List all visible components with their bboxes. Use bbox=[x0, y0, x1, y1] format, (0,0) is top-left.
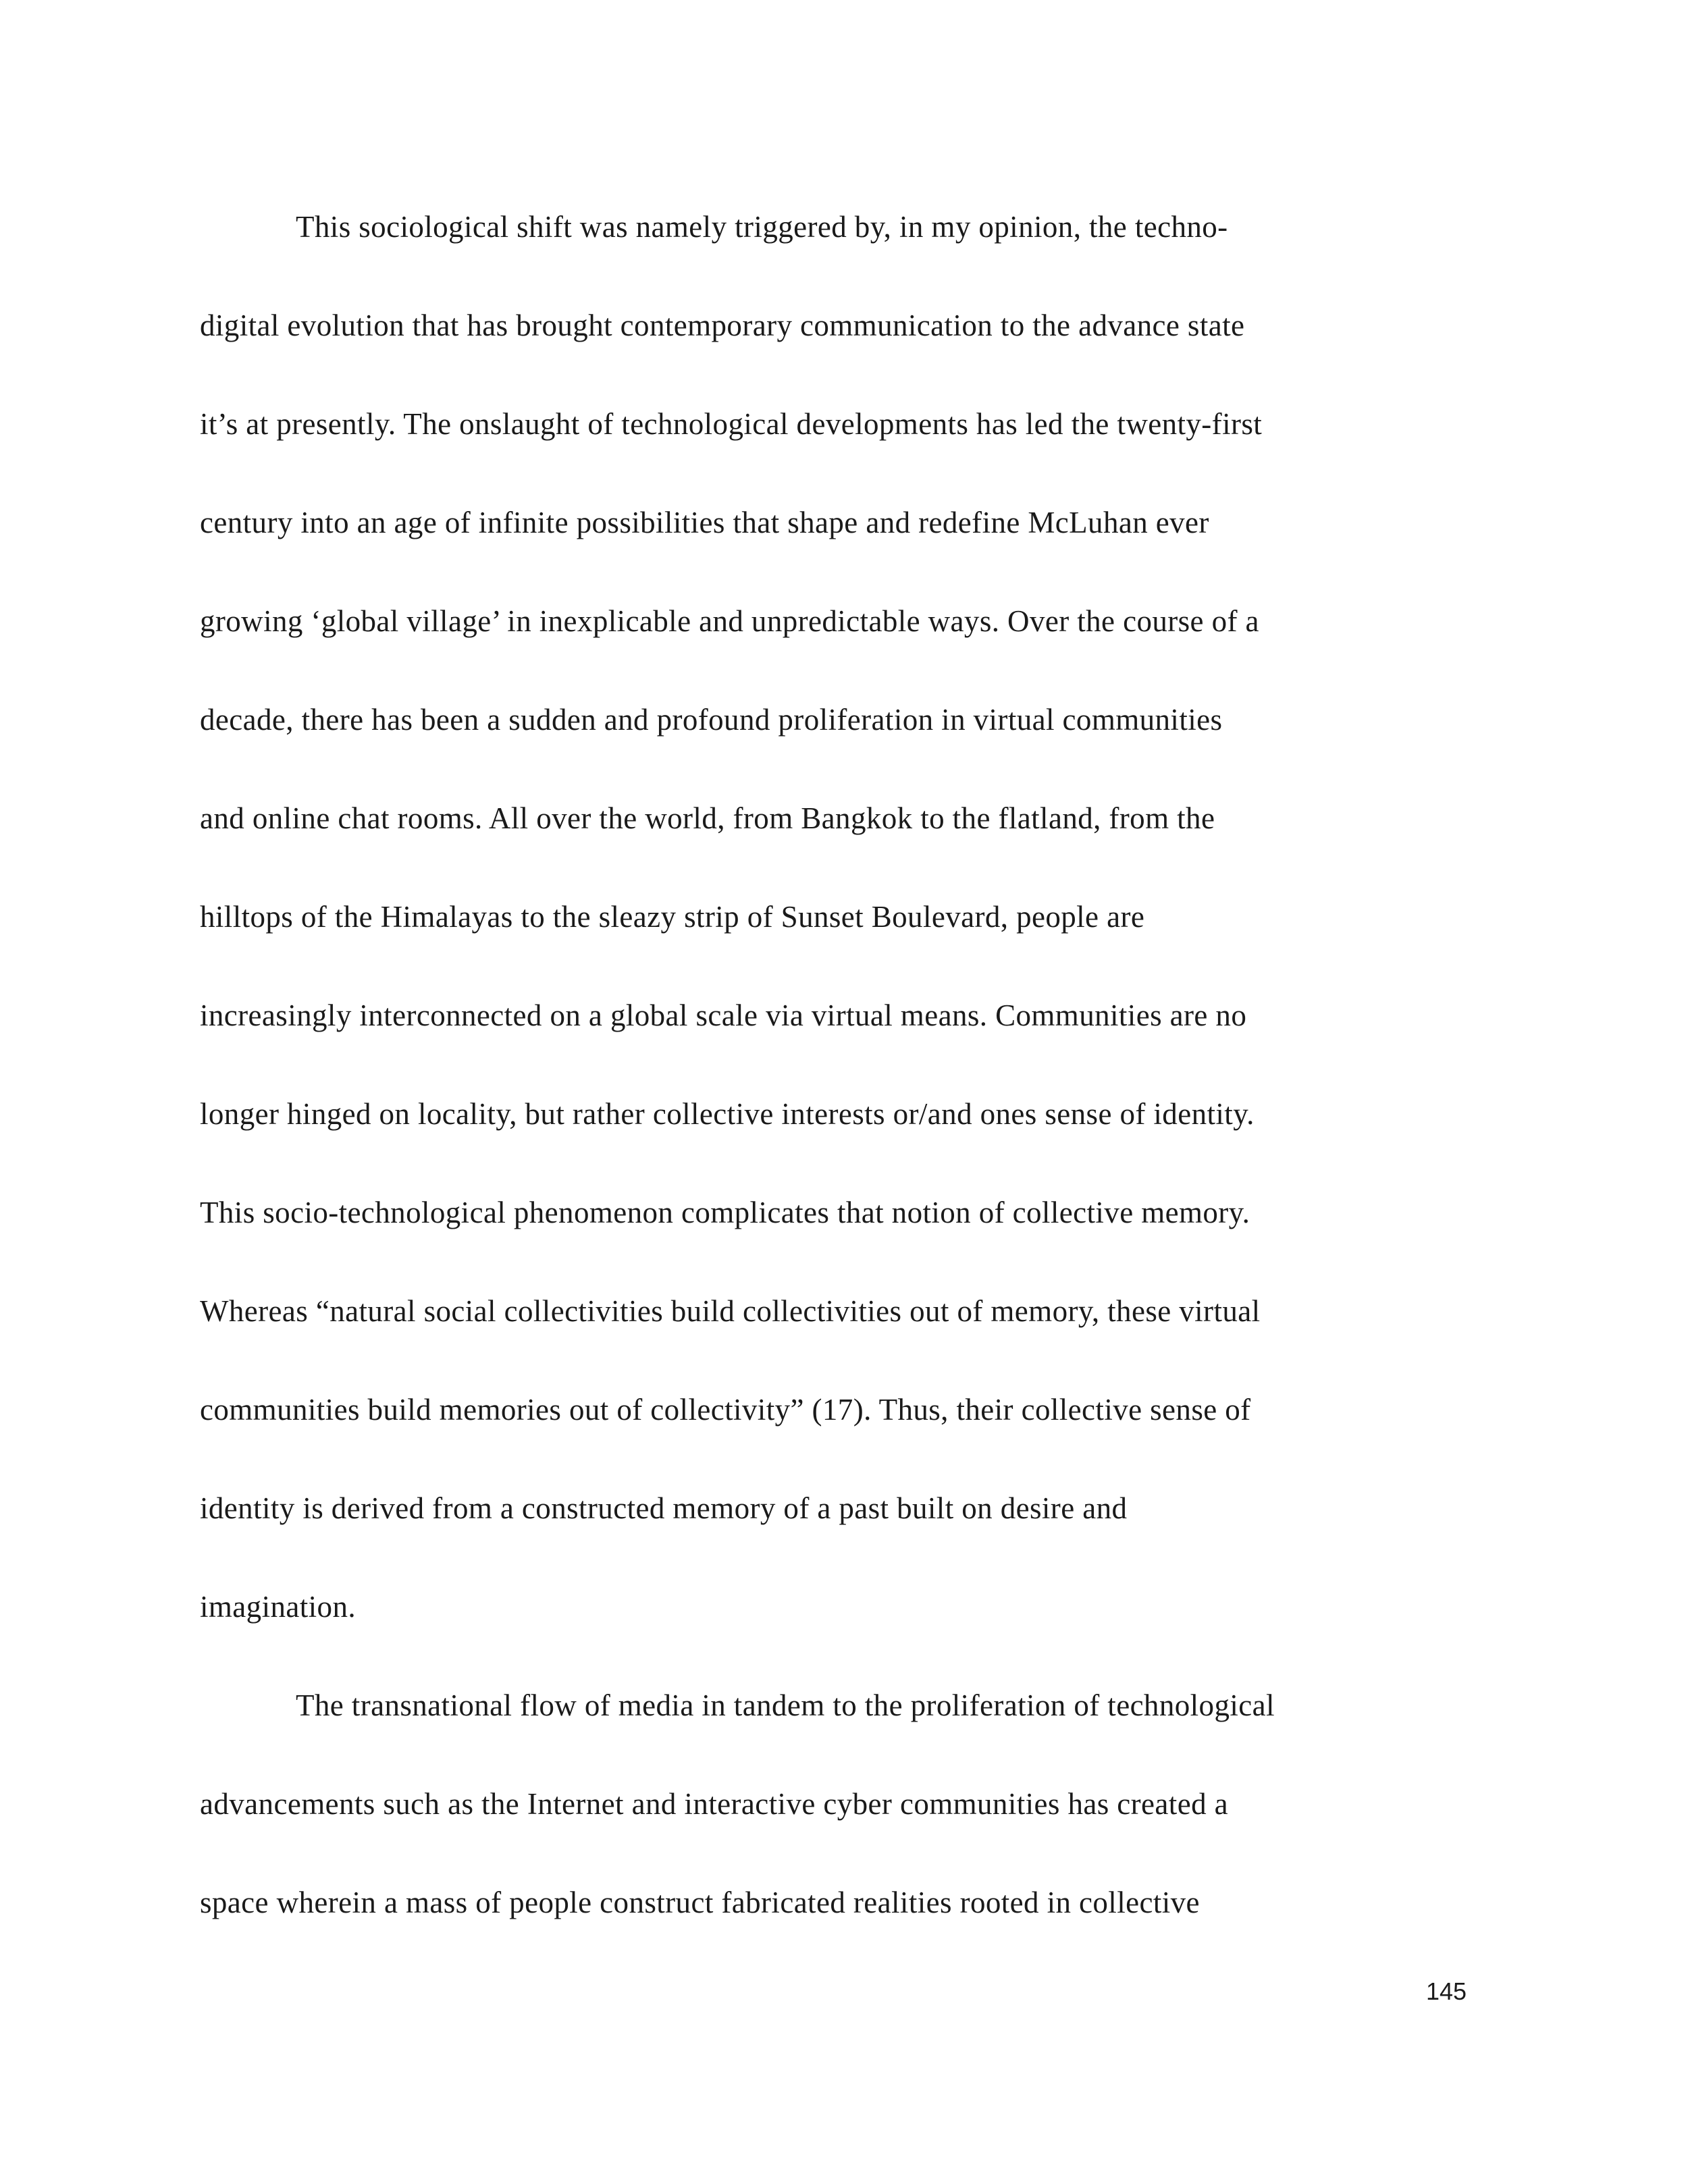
paragraph-1-line-8: hilltops of the Himalayas to the sleazy strip of Sunset Boulevard, people are bbox=[200, 900, 1145, 934]
paragraph-1-line-6: decade, there has been a sudden and profound proliferation in virtual communities bbox=[200, 703, 1223, 737]
paragraph-2-line-2: advancements such as the Internet and interactive cyber communities has created a bbox=[200, 1787, 1229, 1821]
paragraph-2-line-1: The transnational flow of media in tandem to the proliferation of technological bbox=[296, 1688, 1275, 1722]
paragraph-1-line-11: This socio-technological phenomenon complicates that notion of collective memory. bbox=[200, 1196, 1250, 1229]
paragraph-1-line-9: increasingly interconnected on a global scale via virtual means. Communities are no bbox=[200, 998, 1247, 1032]
paragraph-1-line-14: identity is derived from a constructed memory of a past built on desire and bbox=[200, 1491, 1128, 1525]
paragraph-1-line-2: digital evolution that has brought contemporary communication to the advance state bbox=[200, 309, 1245, 342]
paragraph-1-line-3: it’s at presently. The onslaught of technological developments has led the twenty-first bbox=[200, 407, 1263, 441]
page-number: 145 bbox=[1426, 1977, 1467, 2005]
paragraph-1-line-1: This sociological shift was namely triggered by, in my opinion, the techno- bbox=[296, 210, 1228, 244]
paragraph-1-line-10: longer hinged on locality, but rather collective interests or/and ones sense of identity. bbox=[200, 1097, 1255, 1131]
paragraph-1-line-5: growing ‘global village’ in inexplicable and unpredictable ways. Over the course of a bbox=[200, 604, 1259, 638]
paragraph-2-line-3: space wherein a mass of people construct fabricated realities rooted in collective bbox=[200, 1886, 1200, 1919]
paragraph-1-line-7: and online chat rooms. All over the world, from Bangkok to the flatland, from the bbox=[200, 801, 1215, 835]
paragraph-1-line-13: communities build memories out of collectivity” (17). Thus, their collective sense of bbox=[200, 1393, 1251, 1427]
paragraph-1-line-4: century into an age of infinite possibilities that shape and redefine McLuhan ever bbox=[200, 506, 1209, 539]
paragraph-1-line-12: Whereas “natural social collectivities build collectivities out of memory, these virtual bbox=[200, 1294, 1261, 1328]
paragraph-1-line-15: imagination. bbox=[200, 1590, 357, 1624]
